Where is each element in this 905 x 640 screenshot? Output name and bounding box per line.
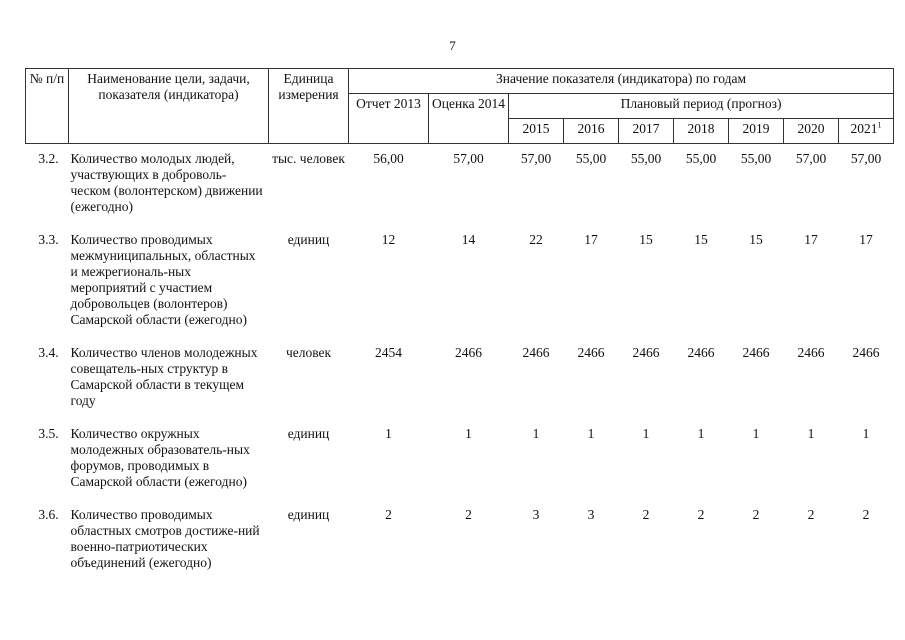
value-cell: 1 <box>385 426 392 441</box>
value-cell: 2 <box>807 507 815 522</box>
value-cell: 55,00 <box>740 151 772 166</box>
value-cell: 14 <box>461 232 476 247</box>
header-name: Наименование цели, задачи, показателя (индикатора) <box>69 69 269 144</box>
unit-cell: единиц <box>287 232 330 247</box>
value-cell: 2466 <box>632 345 660 360</box>
value-cell: 57,00 <box>850 151 882 166</box>
unit-cell: тыс. человек <box>272 151 345 166</box>
value-cell: 2454 <box>375 345 402 360</box>
page-number: 7 <box>449 38 456 53</box>
unit-cell: единиц <box>287 507 330 522</box>
header-year: 2016 <box>564 119 619 144</box>
indicator-name: Количество проводимых межмуниципальных, областных и межрегиональ-ных мероприятий с участием добровольцев (волонтеров) Самарской области (ежегодно) <box>70 232 256 327</box>
value-cell: 2466 <box>742 345 770 360</box>
value-cell: 1 <box>697 426 705 441</box>
value-cell: 1 <box>862 426 870 441</box>
value-cell: 15 <box>694 232 708 247</box>
value-cell: 56,00 <box>373 151 404 166</box>
value-cell: 3 <box>587 507 595 522</box>
indicator-name: Количество окружных молодежных образователь-ных форумов, проводимых в Самарской области (ежегодно) <box>70 426 250 489</box>
table-row <box>26 146 894 227</box>
header-estimate: Оценка 2014 <box>429 94 509 144</box>
value-cell: 1 <box>532 426 540 441</box>
value-cell: 2 <box>697 507 705 522</box>
indicator-name: Количество молодых людей, участвующих в доброволь-ческом (волонтерском) движении (ежегодно) <box>70 151 263 214</box>
header-values: Значение показателя (индикатора) по годам <box>349 69 894 94</box>
value-cell: 57,00 <box>520 151 552 166</box>
row-number: 3.3. <box>38 232 59 247</box>
value-cell: 17 <box>584 232 598 247</box>
value-cell: 22 <box>529 232 543 247</box>
header-plan: Плановый период (прогноз) <box>509 94 894 119</box>
value-cell: 12 <box>381 232 396 247</box>
value-cell: 57,00 <box>453 151 484 166</box>
value-cell: 2466 <box>687 345 715 360</box>
table-row <box>26 502 894 583</box>
value-cell: 2466 <box>522 345 550 360</box>
table-row <box>26 340 894 421</box>
value-cell: 55,00 <box>630 151 662 166</box>
value-cell: 2466 <box>797 345 825 360</box>
value-cell: 1 <box>465 426 472 441</box>
value-cell: 57,00 <box>795 151 827 166</box>
header-year: 2015 <box>509 119 564 144</box>
value-cell: 2 <box>862 507 870 522</box>
footnote-marker: 1 <box>877 120 882 130</box>
value-cell: 1 <box>642 426 650 441</box>
header-report: Отчет 2013 <box>349 94 429 144</box>
header-year: 2021$^1$ <box>839 119 894 144</box>
table-row <box>26 227 894 340</box>
value-cell: 55,00 <box>575 151 607 166</box>
header-year: 2020 <box>784 119 839 144</box>
value-cell: 1 <box>587 426 595 441</box>
value-cell: 17 <box>859 232 873 247</box>
value-cell: 2466 <box>577 345 605 360</box>
row-number: 3.6. <box>38 507 59 522</box>
header-num: № п/п <box>26 69 69 144</box>
value-cell: 15 <box>639 232 653 247</box>
header-year: 2019 <box>729 119 784 144</box>
value-cell: 2 <box>385 507 392 522</box>
header-year: 2018 <box>674 119 729 144</box>
value-cell: 2 <box>465 507 472 522</box>
value-cell: 3 <box>532 507 540 522</box>
table-row <box>26 421 894 502</box>
value-cell: 15 <box>749 232 763 247</box>
indicators-table <box>25 68 894 583</box>
indicator-name: Количество членов молодежных совещатель-ных структур в Самарской области в текущем году <box>70 345 258 408</box>
value-cell: 1 <box>752 426 760 441</box>
row-number: 3.4. <box>38 345 59 360</box>
unit-cell: человек <box>285 345 332 360</box>
value-cell: 17 <box>804 232 818 247</box>
row-number: 3.5. <box>38 426 59 441</box>
value-cell: 2 <box>642 507 650 522</box>
value-cell: 2466 <box>455 345 482 360</box>
value-cell: 1 <box>807 426 815 441</box>
header-year: 2017 <box>619 119 674 144</box>
value-cell: 55,00 <box>685 151 717 166</box>
header-unit: Единица измерения <box>269 69 349 144</box>
unit-cell: единиц <box>287 426 330 441</box>
value-cell: 2 <box>752 507 760 522</box>
indicator-name: Количество проводимых областных смотров достиже-ний военно-патриотических объединений (ежегодно) <box>70 507 260 570</box>
value-cell: 2466 <box>852 345 880 360</box>
row-number: 3.2. <box>38 151 59 166</box>
